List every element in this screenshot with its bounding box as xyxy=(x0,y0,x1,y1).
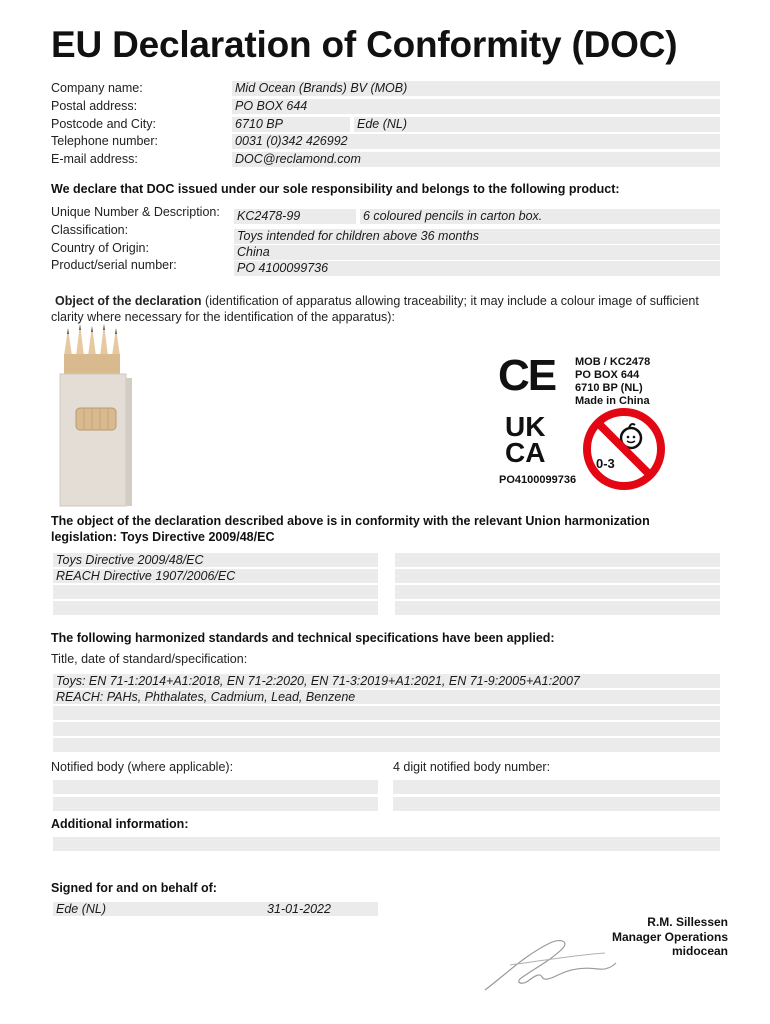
standard-field[interactable] xyxy=(53,722,720,736)
postcode-city-label: Postcode and City: xyxy=(51,117,156,131)
email-field[interactable]: DOC@reclamond.com xyxy=(232,152,720,167)
legislation-field-right[interactable] xyxy=(395,553,720,567)
classification-field[interactable]: Toys intended for children above 36 months xyxy=(234,229,720,244)
additional-info-label: Additional information: xyxy=(51,817,189,831)
postal-address-label: Postal address: xyxy=(51,99,138,113)
legislation-field[interactable] xyxy=(53,601,378,615)
classification-label: Classification: xyxy=(51,223,129,237)
label-line: Made in China xyxy=(575,395,650,407)
label-line: 6710 BP (NL) xyxy=(575,382,643,394)
age-warning-icon xyxy=(581,406,667,492)
legislation-field-right[interactable] xyxy=(395,585,720,599)
label-serial-text: PO4100099736 xyxy=(499,474,577,486)
signatory-role: Manager Operations xyxy=(611,929,728,944)
postal-address-field[interactable]: PO BOX 644 xyxy=(232,99,720,114)
standard-field[interactable]: REACH: PAHs, Phthalates, Cadmium, Lead, Benzene xyxy=(53,690,720,704)
signed-date-field[interactable]: 31-01-2022 xyxy=(263,902,378,916)
notified-body-label: Notified body (where applicable): xyxy=(51,760,234,774)
description-field[interactable]: 6 coloured pencils in carton box. xyxy=(360,209,720,224)
conformity-statement: The object of the declaration described above is in conformity with the relevant Union harmonization legislation: Toys Directive 2009/48/EC xyxy=(51,514,650,544)
legislation-field-right[interactable] xyxy=(395,569,720,583)
standards-subheading: Title, date of standard/specification: xyxy=(51,652,248,666)
telephone-label: Telephone number: xyxy=(51,134,159,148)
company-name-label: Company name: xyxy=(51,81,143,95)
telephone-field[interactable]: 0031 (0)342 426992 xyxy=(232,134,720,149)
standard-field[interactable]: Toys: EN 71-1:2014+A1:2018, EN 71-2:2020, EN 71-3:2019+A1:2021, EN 71-9:2005+A1:2007 xyxy=(53,674,720,688)
unique-number-field[interactable]: KC2478-99 xyxy=(234,209,356,224)
country-origin-field[interactable]: China xyxy=(234,245,720,260)
notified-body-field[interactable] xyxy=(53,797,378,811)
postcode-field[interactable]: 6710 BP xyxy=(232,117,350,132)
city-field[interactable]: Ede (NL) xyxy=(354,117,720,132)
signatory-name: R.M. Sillessen xyxy=(647,915,728,929)
notified-number-field[interactable] xyxy=(393,797,720,811)
pencil-tips xyxy=(64,324,120,376)
legislation-field[interactable] xyxy=(53,585,378,599)
signatory-company: midocean xyxy=(671,944,728,958)
object-declaration-text xyxy=(51,293,711,325)
ukca-bottom: CA xyxy=(505,437,546,468)
label-line: MOB / KC2478 xyxy=(575,356,651,368)
object-declaration-heading: Object of the declaration xyxy=(55,294,202,308)
legislation-field[interactable]: Toys Directive 2009/48/EC xyxy=(53,553,378,567)
legislation-field-right[interactable] xyxy=(395,601,720,615)
country-origin-label: Country of Origin: xyxy=(51,241,149,255)
label-line: PO BOX 644 xyxy=(575,369,640,381)
object-declaration-body: (identification of apparatus allowing traceability; it may include a colour image of sufficient clarity where necessary for the identification of the apparatus): xyxy=(51,294,699,324)
page-title: EU Declaration of Conformity (DOC) xyxy=(51,24,678,65)
serial-number-label: Product/serial number: xyxy=(51,258,177,272)
age-warning-text: 0-3 xyxy=(596,456,615,471)
notified-body-field[interactable] xyxy=(53,780,378,794)
email-label: E-mail address: xyxy=(51,152,138,166)
legislation-field[interactable]: REACH Directive 1907/2006/EC xyxy=(53,569,378,583)
notified-number-field[interactable] xyxy=(393,780,720,794)
notified-number-label: 4 digit notified body number: xyxy=(393,760,551,774)
standard-field[interactable] xyxy=(53,738,720,752)
product-label-image xyxy=(495,352,680,492)
company-name-field[interactable]: Mid Ocean (Brands) BV (MOB) xyxy=(232,81,720,96)
declaration-statement: We declare that DOC issued under our sole responsibility and belongs to the following product: xyxy=(51,182,620,196)
signed-place-field[interactable]: Ede (NL) xyxy=(53,902,263,916)
ukca-top: UK xyxy=(505,411,546,442)
ukca-mark-icon xyxy=(505,411,546,468)
standard-field[interactable] xyxy=(53,706,720,720)
additional-info-field[interactable] xyxy=(53,837,720,851)
label-address-block xyxy=(575,356,650,408)
standards-heading: The following harmonized standards and technical specifications have been applied: xyxy=(51,631,555,645)
handwritten-signature xyxy=(480,935,620,995)
ce-mark-icon: CE xyxy=(498,351,556,400)
serial-number-field[interactable]: PO 4100099736 xyxy=(234,261,720,276)
signed-label: Signed for and on behalf of: xyxy=(51,881,217,895)
pencil-box-image xyxy=(56,320,136,510)
unique-number-label: Unique Number & Description: xyxy=(51,205,220,219)
